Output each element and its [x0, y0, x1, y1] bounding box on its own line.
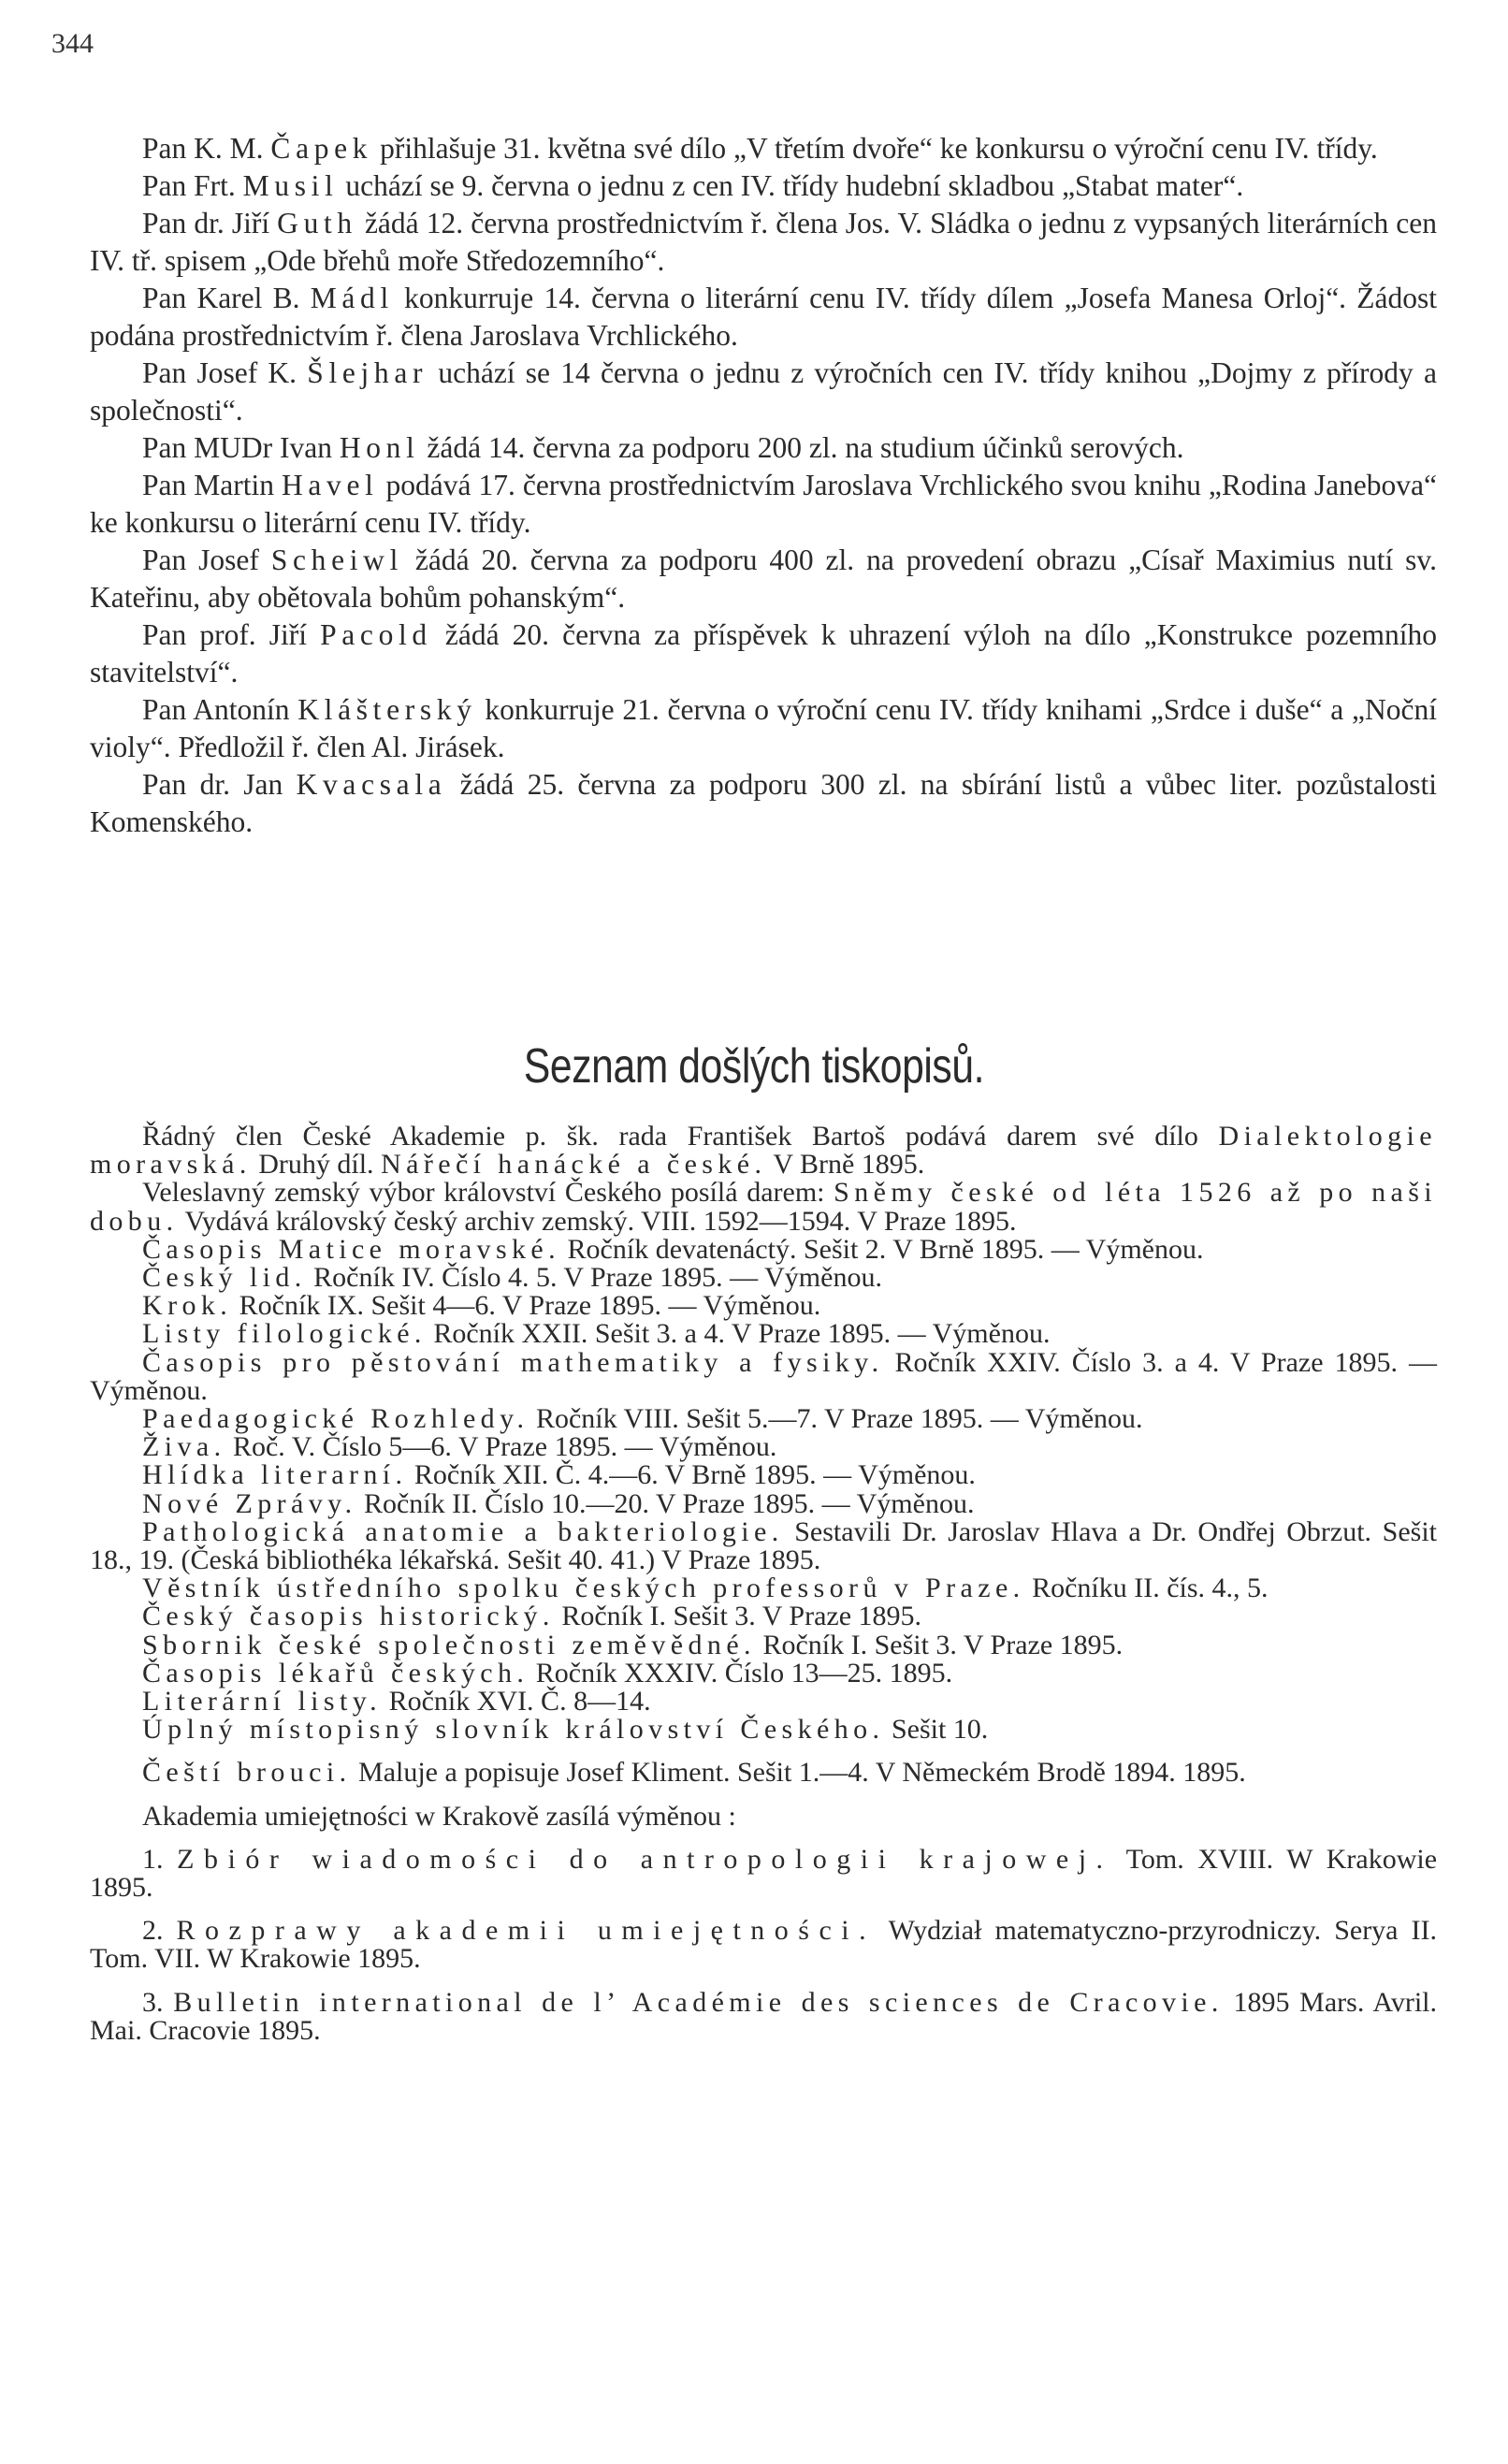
- entry-text: podává 17. června prostřednictvím Jaroslava Vrchlického svou knihu „Rodina Janebova“ ke konkursu o literární cenu IV. třídy.: [90, 469, 1438, 539]
- publication-entry: [90, 1123, 1437, 1179]
- submission-entry: [90, 616, 1437, 691]
- publication-title: Paedagogické Rozhledy.: [142, 1403, 529, 1435]
- entry-text: žádá 12. června prostřednictvím ř. člena Jos. V. Sládka o jednu z vypsaných literárních cen IV. tř. spisem „Ode břehů moře Středozemního“.: [90, 207, 1437, 277]
- publication-text: Řádný člen České Akademie p. šk. rada František Bartoš podává darem své dílo: [142, 1121, 1219, 1152]
- entry-text: žádá 20. června za příspěvek k uhrazení výloh na dílo „Konstrukce pozemního stavitelství“.: [90, 618, 1437, 688]
- publication-entry: [90, 1233, 1437, 1265]
- publication-text: Maluje a popisuje Josef Kliment. Sešit 1.—4. V Německém Brodě 1894. 1895.: [351, 1757, 1246, 1789]
- publication-title: Bulletin international de l’ Académie des sciences de Cracovie.: [173, 1986, 1224, 2018]
- publication-text: Ročník IV. Číslo 4. 5. V Praze 1895. — Výměnou.: [306, 1262, 882, 1294]
- publication-text: Ročníku II. čís. 4., 5.: [1024, 1573, 1269, 1604]
- publication-text: Ročník XXXIV. Číslo 13—25. 1895.: [529, 1657, 953, 1689]
- entry-prefix: Pan dr. Jan: [142, 768, 297, 801]
- submission-entry: [90, 280, 1437, 355]
- entry-surname: Kvacsala: [296, 768, 447, 801]
- publication-title: Časopis pro pěstování mathematiky a fysiky.: [142, 1346, 884, 1378]
- section-heading: Seznam došlých tiskopisů.: [523, 1039, 985, 1094]
- entry-surname: Pacold: [320, 618, 432, 651]
- publication-entry: [90, 1433, 1437, 1461]
- publication-title: Český lid.: [142, 1262, 307, 1294]
- publication-entry: [90, 1264, 1437, 1292]
- entry-prefix: Pan Karel B.: [142, 282, 311, 314]
- publication-title: Zbiór wiadomości do antropologii krajowej.: [177, 1843, 1113, 1875]
- entry-surname: Scheiwl: [270, 544, 403, 576]
- entry-surname: Musil: [242, 169, 339, 202]
- publication-text: Ročník XXIV. Číslo 3. a 4. V Praze 1895. — Výměnou.: [90, 1346, 1437, 1406]
- entry-text: konkurruje 21. června o výroční cenu IV. třídy knihami „Srdce i duše“ a „Noční violy“. Předložil ř. člen Al. Jirásek.: [90, 693, 1438, 763]
- entry-surname: Mádl: [310, 282, 394, 314]
- entry-text: žádá 25. června za podporu 300 zl. na sbírání listů a vůbec liter. pozůstalosti Komenského.: [90, 768, 1437, 838]
- submission-entry: [90, 766, 1437, 841]
- entry-surname: Klášterský: [297, 693, 477, 726]
- publication-text: Wydział matematyczno-przyrodniczy. Serya II. Tom. VII. W Krakowie 1895.: [90, 1915, 1438, 1975]
- entry-text: žádá 20. června za podporu 400 zl. na provedení obrazu „Císař Maximius nutí sv. Kateřinu, aby obětovala bohům pohanským“.: [90, 544, 1437, 614]
- publication-title: Literární listy.: [142, 1686, 383, 1718]
- entry-prefix: Pan Josef K.: [142, 356, 308, 389]
- publication-title: Pathologická anatomie a bakteriologie.: [142, 1515, 784, 1547]
- publication-text: Ročník XXII. Sešit 3. a 4. V Praze 1895. — Výměnou.: [426, 1318, 1051, 1350]
- publication-entry: [90, 1602, 1437, 1631]
- publication-title: Živa.: [142, 1431, 226, 1463]
- submission-entry: [90, 130, 1437, 167]
- entry-surname: Guth: [277, 207, 357, 239]
- entry-text: uchází se 14 června o jednu z výročních cen IV. třídy knihou „Dojmy z přírody a společnosti“.: [90, 356, 1437, 427]
- publication-title: Čeští brouci.: [142, 1757, 352, 1789]
- submissions-list: [90, 130, 1437, 841]
- publication-entry: [90, 1800, 1437, 1832]
- publication-entry: [90, 1405, 1437, 1433]
- publication-text: Tom. XVIII. W Krakowie 1895.: [90, 1843, 1438, 1904]
- entry-text: uchází se 9. června o jednu z cen IV. třídy hudební skladbou „Stabat mater“.: [338, 169, 1244, 202]
- page-number: 344: [51, 28, 94, 59]
- publication-text: Akademia umiejętności w Krakově zasílá výměnou :: [142, 1800, 736, 1832]
- publication-text: 1895 Mars. Avril. Mai. Cracovie 1895.: [90, 1986, 1437, 2046]
- publication-text: Ročník VIII. Sešit 5.—7. V Praze 1895. — Výměnou.: [529, 1403, 1143, 1435]
- entry-prefix: Pan MUDr Ivan: [142, 431, 340, 464]
- publication-text: Ročník IX. Sešit 4—6. V Praze 1895. — Výměnou.: [232, 1290, 821, 1322]
- publication-entry: [90, 1759, 1437, 1787]
- publication-text: Ročník XII. Č. 4.—6. V Brně 1895. — Výměnou.: [407, 1459, 976, 1491]
- publication-text: Ročník XVI. Č. 8—14.: [382, 1686, 651, 1718]
- publication-entry: [90, 1843, 1438, 1904]
- entry-prefix: Pan dr. Jiří: [142, 207, 278, 239]
- publication-title: Dialektologie moravská.: [90, 1121, 1437, 1181]
- submission-entry: [90, 205, 1437, 280]
- entry-text: přihlašuje 31. května své dílo „V třetím dvoře“ ke konkursu o výroční cenu IV. třídy.: [372, 132, 1378, 165]
- publication-entry: [90, 1574, 1437, 1602]
- publication-entry: [90, 1346, 1437, 1406]
- publication-title: Hlídka literarní.: [142, 1459, 408, 1491]
- entry-text: žádá 14. června za podporu 200 zl. na studium účinků serových.: [419, 431, 1184, 464]
- publication-title: Nářečí hanácké a české.: [381, 1149, 767, 1181]
- publication-text: Ročník devatenáctý. Sešit 2. V Brně 1895. — Výměnou.: [560, 1233, 1204, 1265]
- publication-entry: [90, 1461, 1437, 1489]
- publication-text: Ročník II. Číslo 10.—20. V Praze 1895. — Výměnou.: [356, 1487, 975, 1519]
- entry-surname: Havel: [281, 469, 379, 501]
- entry-text: konkurruje 14. června o literární cenu IV. třídy dílem „Josefa Manesa Orloj“. Žádost podána prostřednictvím ř. člena Jaroslava Vrchlického.: [90, 282, 1437, 352]
- publication-text: 1.: [142, 1843, 178, 1875]
- publication-text: Druhý díl.: [251, 1149, 382, 1181]
- publication-title: Český časopis historický.: [142, 1601, 555, 1632]
- publication-entry: [90, 1917, 1437, 1973]
- publication-title: Věstník ústředního spolku českých professorů v Praze.: [142, 1573, 1025, 1604]
- submission-entry: [90, 355, 1437, 429]
- publication-text: Roč. V. Číslo 5—6. V Praze 1895. — Výměnou.: [225, 1431, 777, 1463]
- publication-entry: [90, 1292, 1437, 1320]
- entry-prefix: Pan Frt.: [142, 169, 243, 202]
- publication-entry: [90, 1716, 1437, 1744]
- entry-prefix: Pan Josef: [142, 544, 271, 576]
- publication-text: 3.: [142, 1986, 174, 2018]
- entry-surname: Šlejhar: [307, 356, 428, 389]
- publication-entry: [90, 1631, 1437, 1660]
- submission-entry: [90, 691, 1437, 766]
- entry-prefix: Pan K. M.: [142, 132, 271, 165]
- publication-text: Sešit 10.: [884, 1714, 989, 1746]
- publication-entry: [90, 1657, 1437, 1689]
- received-publications-list: [90, 1123, 1437, 2045]
- publication-text: Veleslavný zemský výbor království Českého posílá darem:: [142, 1177, 834, 1209]
- submission-entry: [90, 167, 1437, 205]
- publication-entry: [90, 1688, 1437, 1716]
- publication-title: Časopis lékařů českých.: [142, 1657, 529, 1689]
- publication-text: V Brně 1895.: [766, 1149, 925, 1181]
- publication-title: Krok.: [142, 1290, 233, 1322]
- publication-entry: [90, 1986, 1437, 2046]
- publication-text: 2.: [142, 1915, 177, 1947]
- publication-title: Sbornik české společnosti zeměvědné.: [142, 1629, 756, 1660]
- publication-title: Časopis Matice moravské.: [142, 1233, 561, 1265]
- publication-title: Úplný místopisný slovník království Českého.: [142, 1714, 885, 1746]
- publication-entry: [90, 1179, 1437, 1235]
- submission-entry: [90, 542, 1437, 616]
- publication-text: Vydává královský český archiv zemský. VIII. 1592—1594. V Praze 1895.: [178, 1205, 1017, 1237]
- publication-title: Rozprawy akademii umiejętności.: [176, 1915, 877, 1947]
- publication-text: Ročník I. Sešit 3. V Praze 1895.: [554, 1601, 922, 1632]
- publication-title: Listy filologické.: [142, 1318, 427, 1350]
- publication-title: Sněmy české od léta 1526 až po naši dobu.: [90, 1177, 1438, 1237]
- entry-prefix: Pan prof. Jiří: [142, 618, 321, 651]
- entry-surname: Honl: [339, 431, 420, 464]
- entry-prefix: Pan Antonín: [142, 693, 298, 726]
- entry-surname: Čapek: [270, 132, 373, 165]
- submission-entry: [90, 429, 1437, 467]
- publication-title: Nové Zprávy.: [142, 1487, 357, 1519]
- submission-entry: [90, 467, 1437, 542]
- publication-text: Sestavili Dr. Jaroslav Hlava a Dr. Ondřej Obrzut. Sešit 18., 19. (Česká bibliothéka lékařská. Sešit 40. 41.) V Praze 1895.: [90, 1515, 1437, 1576]
- publication-text: Ročník I. Sešit 3. V Praze 1895.: [755, 1629, 1124, 1660]
- publication-entry: [90, 1320, 1437, 1348]
- entry-prefix: Pan Martin: [142, 469, 282, 501]
- publication-entry: [90, 1487, 1437, 1519]
- publication-entry: [90, 1515, 1437, 1576]
